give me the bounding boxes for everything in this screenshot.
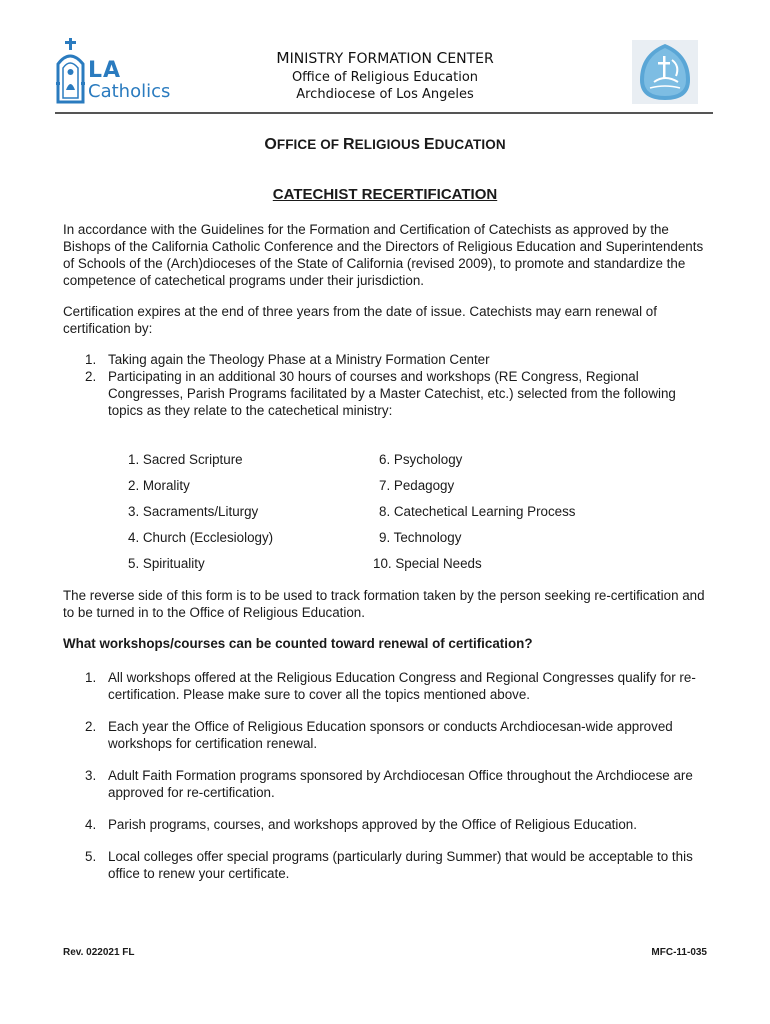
renewal-options-list — [63, 351, 713, 419]
list-item: 1. Taking again the Theology Phase at a Ministry Formation Center — [85, 352, 490, 367]
topic-item: 6. Psychology — [379, 452, 463, 467]
recertification-title: CATECHIST RECERTIFICATION — [272, 186, 498, 203]
office-title: OFFICE OF RELIGIOUS EDUCATION — [264, 136, 506, 153]
header-subtitle-office: Office of Religious Education — [291, 70, 479, 85]
topic-item: 2. Morality — [128, 478, 190, 493]
header-subtitle-archdiocese: Archdiocese of Los Angeles — [296, 87, 474, 102]
topic-item: 10. Special Needs — [373, 556, 482, 571]
logo-text-la: LA — [88, 58, 122, 83]
topic-item: 1. Sacred Scripture — [128, 452, 243, 467]
badge-icon — [632, 40, 698, 104]
topic-item: 9. Technology — [379, 530, 462, 545]
topic-item: 4. Church (Ecclesiology) — [128, 530, 274, 545]
topic-item: 7. Pedagogy — [379, 478, 455, 493]
list-item: 1. All workshops offered at the Religious Education Congress and Regional Congresses qualify for re-certification. Please make sure to cover all the topics mentioned above. — [85, 670, 696, 702]
list-item: 5. Local colleges offer special programs (particularly during Summer) that would be acceptable to this office to renew your certificate. — [85, 849, 693, 881]
counted-courses-list — [63, 669, 713, 897]
question-heading: What workshops/courses can be counted toward renewal of certification? — [63, 636, 533, 651]
header-divider — [55, 112, 713, 114]
header-title: MINISTRY FORMATION CENTER — [276, 49, 494, 67]
reverse-side-paragraph: The reverse side of this form is to be used to track formation taken by the person seeking re-certification and to be turned in to the Office of Religious Education. — [63, 588, 705, 620]
ministry-formation-badge — [632, 40, 698, 104]
header-text — [220, 49, 550, 103]
topic-item: 3. Sacraments/Liturgy — [128, 504, 259, 519]
la-catholics-logo — [54, 38, 174, 106]
list-item: 2. Participating in an additional 30 hours of courses and workshops (RE Congress, Regional Congresses, Parish Programs facilitated by a Master Catechist, etc.) selected from the following topics as they relate to the catechetical ministry: — [85, 369, 676, 418]
list-item: 4. Parish programs, courses, and workshops approved by the Office of Religious Education. — [85, 817, 637, 832]
expiration-paragraph: Certification expires at the end of three years from the date of issue. Catechists may earn renewal of certification by: — [63, 304, 657, 336]
guidelines-paragraph: In accordance with the Guidelines for the Formation and Certification of Catechists as approved by the Bishops of the California Catholic Conference and the Directors of Religious Education and Superintendents of Schools of the (Arch)dioceses of the State of California (revised 2009), to promote and standardize the competence of catechetical programs under their jurisdiction. — [63, 222, 704, 288]
revision-label: Rev. 022021 FL — [63, 947, 135, 958]
topic-item: 8. Catechetical Learning Process — [379, 504, 576, 519]
logo-text-catholics: Catholics — [88, 81, 171, 102]
form-code: MFC-11-035 — [651, 947, 707, 958]
topic-item: 5. Spirituality — [128, 556, 205, 571]
list-item: 2. Each year the Office of Religious Education sponsors or conducts Archdiocesan-wide approved workshops for certification renewal. — [85, 719, 673, 751]
list-item: 3. Adult Faith Formation programs sponsored by Archdiocesan Office throughout the Archdiocese are approved for re-certification. — [85, 768, 693, 800]
